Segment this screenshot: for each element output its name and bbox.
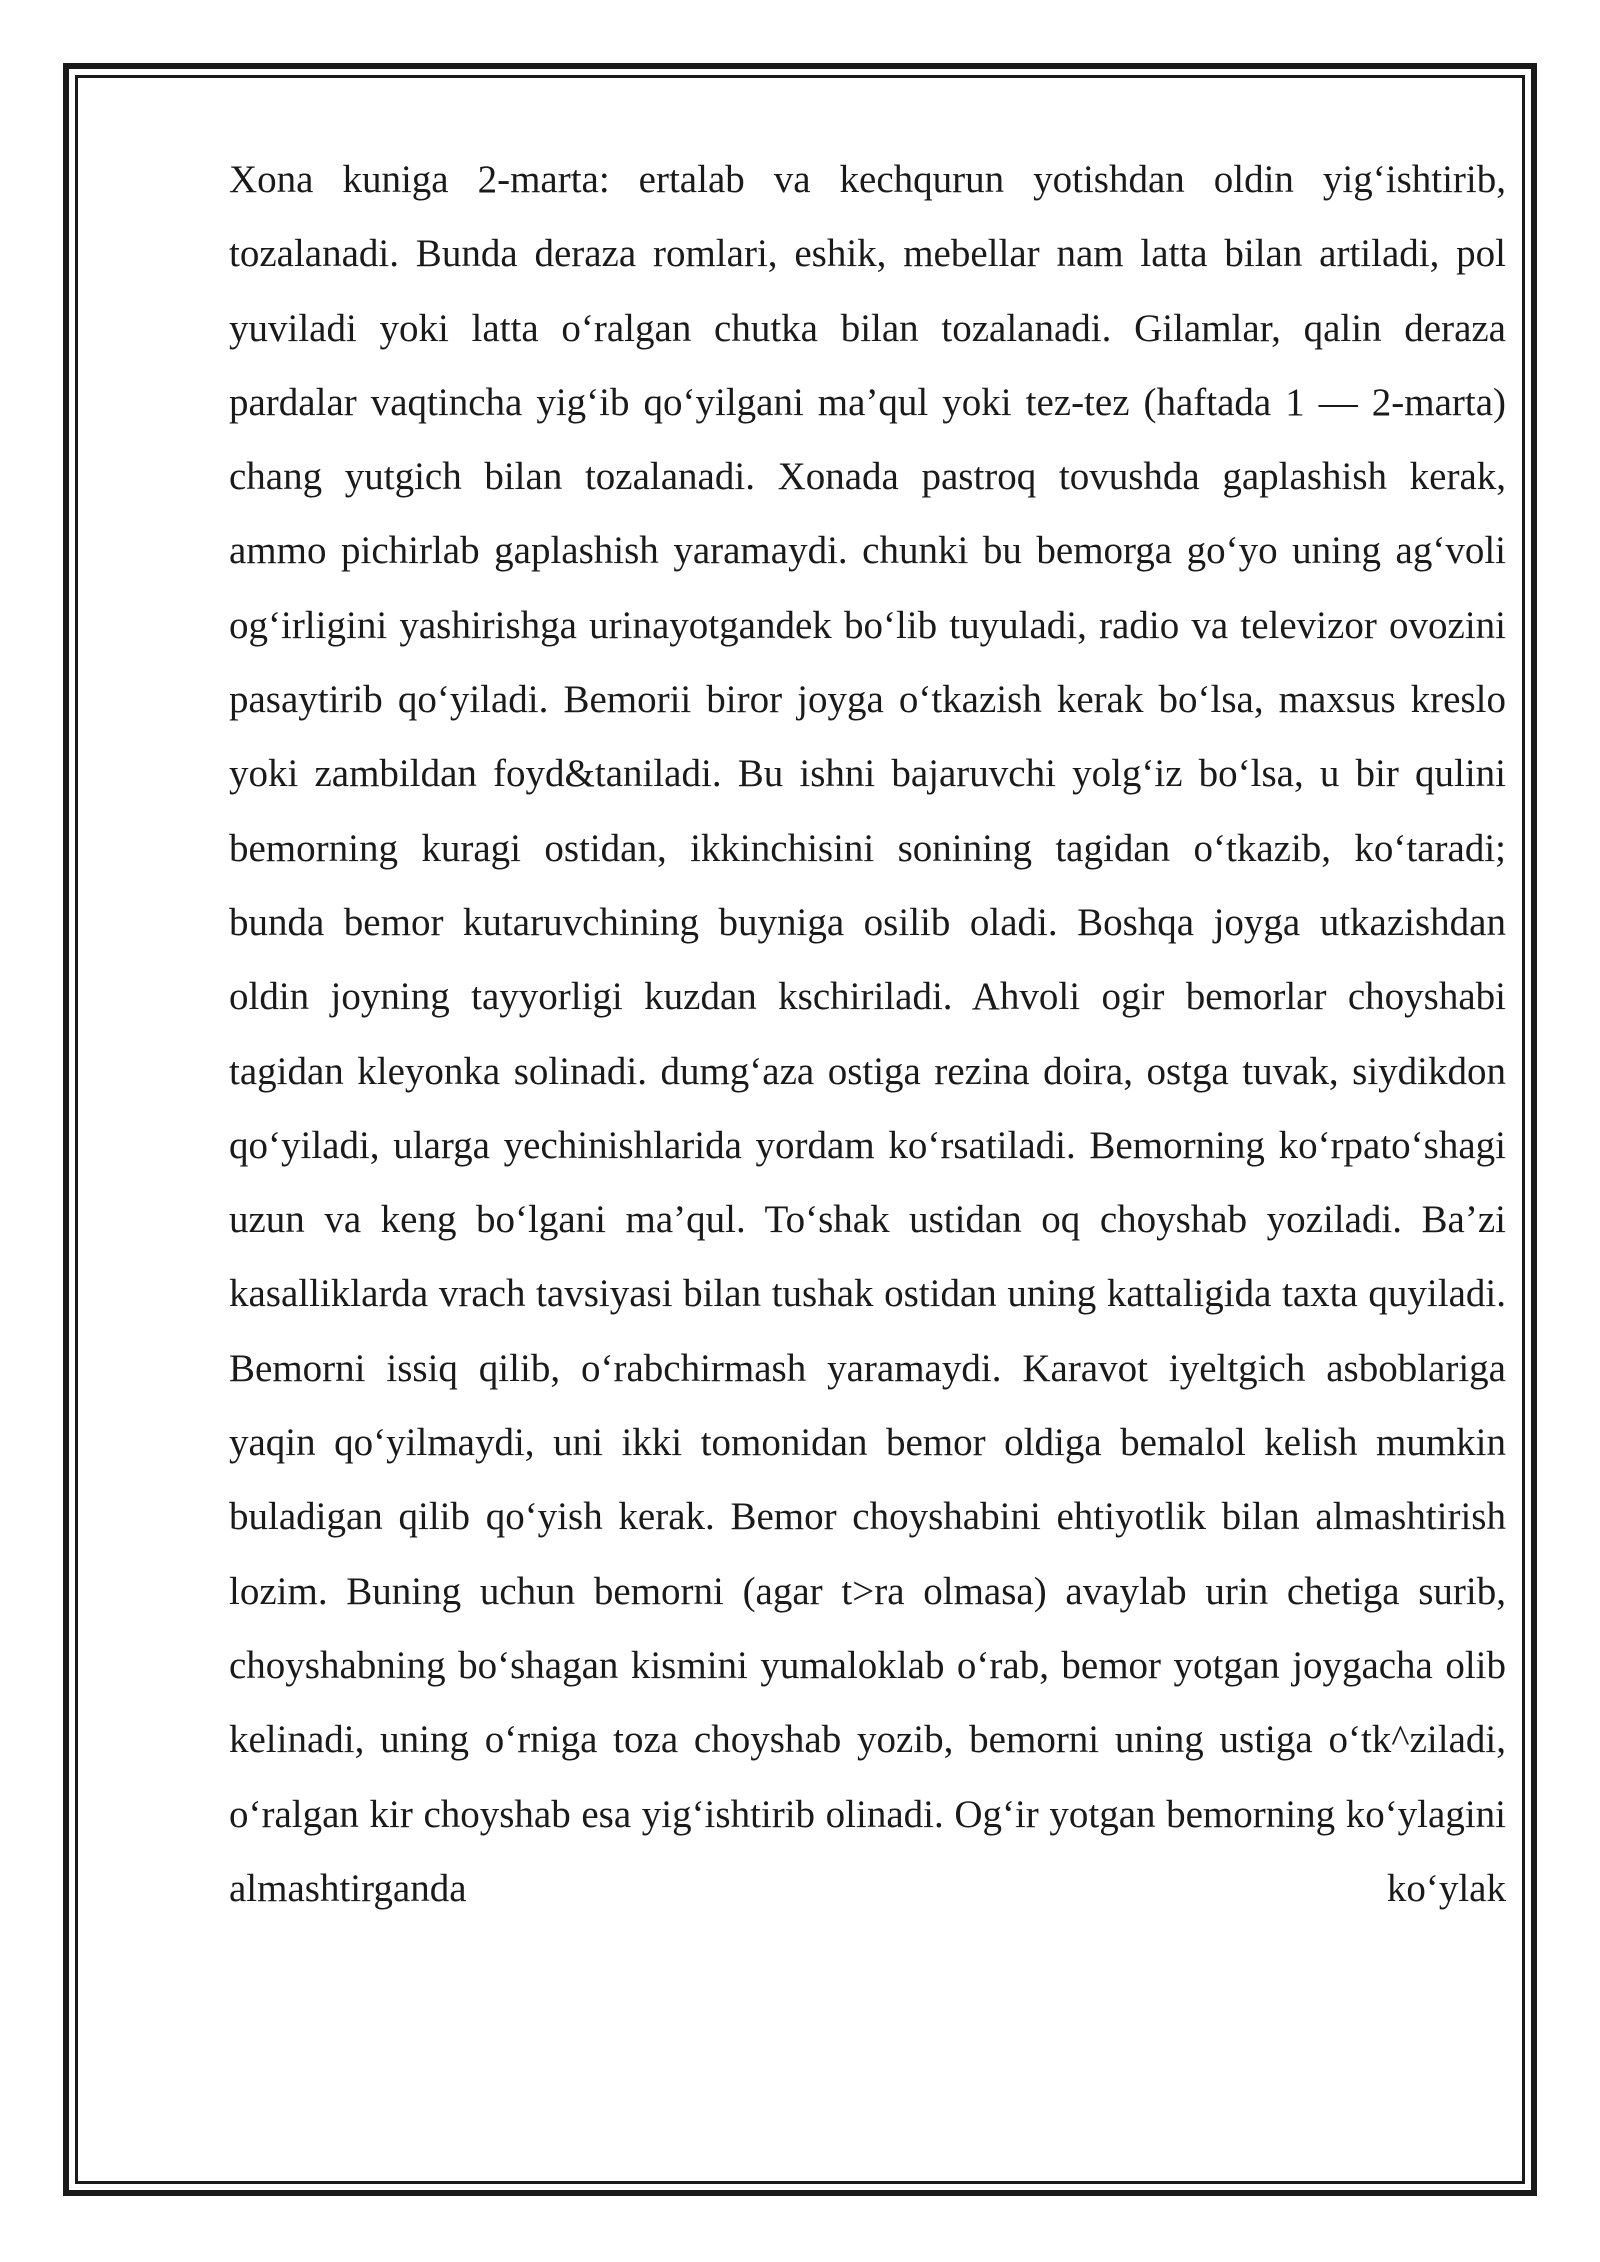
body-paragraph: Xona kuniga 2-marta: ertalab va kechqurun yotishdan oldin yig‘ishtirib, tozalanadi. Bunda deraza romlari, eshik, mebellar nam latta bilan artiladi, pol yuviladi yoki latta o‘ralgan chutka bilan tozalanadi. Gilamlar, qalin deraza pardalar vaqtincha yig‘ib qo‘yilgani ma’qul yoki tez-tez (haftada 1 — 2-marta) chang yutgich bilan tozalanadi. Xonada pastroq tovushda gaplashish kerak, ammo pichirlab gaplashish yaramaydi. chunki bu bemorga go‘yo uning ag‘voli og‘irligini yashirishga urinayotgandek bo‘lib tuyuladi, radio va televizor ovozini pasaytirib qo‘yiladi. Bemorii biror joyga o‘tkazish kerak bo‘lsa, maxsus kreslo yoki zambildan foyd&taniladi. Bu ishni bajaruvchi yolg‘iz bo‘lsa, u bir qulini bemorning kuragi ostidan, ikkinchisini sonining tagidan o‘tkazib, ko‘taradi; bunda bemor kutaruvchining buyniga osilib oladi. Boshqa joyga utkazishdan oldin joyning tayyorligi kuzdan kschiriladi. Ahvoli ogir bemorlar choyshabi tagidan kleyonka solinadi. dumg‘aza ostiga rezina doira, ostga tuvak, siydikdon qo‘yiladi, ularga yechinishlarida yordam ko‘rsatiladi. Bemorning ko‘rpato‘shagi uzun va keng bo‘lgani ma’qul. To‘shak ustidan oq choyshab yoziladi. Ba’zi kasalliklarda vrach tavsiyasi bilan tushak ostidan uning kattaligida taxta quyiladi. Bemorni issiq qilib, o‘rabchirmash yaramaydi. Karavot iyeltgich asboblariga yaqin qo‘yilmaydi, uni ikki tomonidan bemor oldiga bemalol kelish mumkin buladigan qilib qo‘yish kerak. Bemor choyshabini ehtiyotlik bilan almashtirish lozim. Buning uchun bemorni (agar t>ra olmasa) avaylab urin chetiga surib, choyshabning bo‘shagan kismini yumaloklab o‘rab, bemor yotgan joygacha olib kelinadi, uning o‘rniga toza choyshab yozib, bemorni uning ustiga o‘tk^ziladi, o‘ralgan kir choyshab esa yig‘ishtirib olinadi. Og‘ir yotgan bemorning ko‘ylagini almashtirganda ko‘ylak — [229, 158, 1506, 1910]
